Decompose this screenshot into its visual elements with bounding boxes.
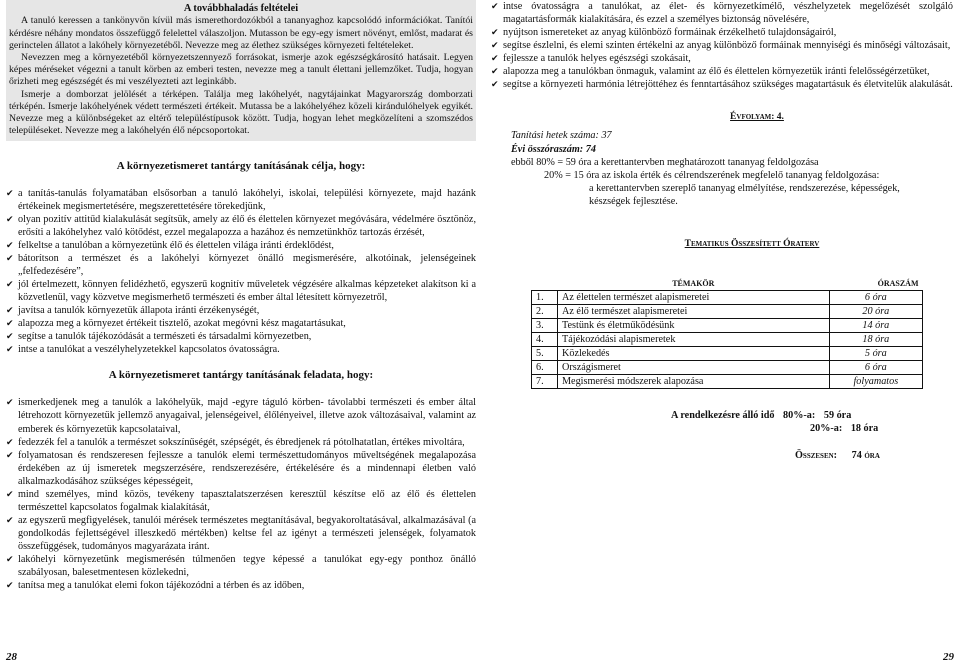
checkmark-icon: ✔ [6,252,14,263]
page-number-left: 28 [6,650,17,663]
checkmark-icon: ✔ [491,40,499,51]
row-number: 4. [532,333,558,347]
goal-item-text: segítse a tanulók tájékozódását a természeti és társadalmi környezetben, [18,331,312,343]
goal-item-text: a tanítás-tanulás folyamatában elsősorban a tanuló lakóhelyi, iskolai, települési környezete, majd hazánk értékeinek megismertetésére, megszerettetésére törekedjünk, [18,187,476,212]
checkmark-icon: ✔ [491,79,499,90]
goal-item-text: alapozza meg a környezet értékeit tisztelő, azokat megóvni kész magatartásukat, [18,318,346,330]
row-topic: Tájékozódási alapismeretek [558,333,830,347]
checkmark-icon: ✔ [6,213,14,224]
checkmark-icon: ✔ [6,318,14,329]
checkmark-icon: ✔ [491,27,499,38]
checkmark-icon: ✔ [6,305,14,316]
row-number: 7. [532,375,558,389]
task-item [491,65,953,78]
task-item [6,436,476,449]
table-row [532,333,923,347]
row-number: 1. [532,290,558,304]
task-item [6,488,476,514]
task-item-text: folyamatosan és rendszeresen fejlessze a tanulók elemi természettudományos műveltségének megalapozása érdekében az új ismeretek megszerzésére, rendszerezésére, értékelésére és a mindennapi életben való alkalmazkodásához szükséges képességeit, [18,449,476,487]
checkmark-icon: ✔ [491,53,499,64]
row-hours: 6 óra [829,290,922,304]
task-item-text: mind személyes, mind közös, tevékeny tapasztalatszerzésen keresztül készítse elő az élő és élettelen természettel kapcsolatos fogalmak kialakítását, [18,488,476,513]
checkmark-icon: ✔ [6,449,14,460]
progression-box [6,0,476,141]
task-item [6,396,476,435]
checkmark-icon: ✔ [6,436,14,447]
split-80: 80% = 59 óra a kerettantervben meghatározott tananyag feldolgozása [536,156,819,168]
checkmark-icon: ✔ [491,1,499,11]
task-item-text: segítse a környezeti harmónia létrejöttéhez és fenntartásához szükséges magatartásuk és életvitelük alakulását. [503,79,953,91]
goal-item [6,343,476,356]
row-topic: Az élettelen természet alapismeretei [558,290,830,304]
task-item [6,553,476,579]
goals-list [6,187,476,357]
annual-hours: Évi összóraszám: 74 [511,143,596,155]
task-item [6,579,476,592]
tasks-continued-list [491,0,953,91]
progression-paragraph: A tanuló keressen a tankönyvön kívül más ismerethordozókból a tananyaghoz kapcsolódó információkat. Tanítói kérdésre néhány mondatos összefüggő felelettel válaszoljon. Mutasson be egy-egy ismert növényt, emlőst, madarat és gerinctelen állatot a lakóhely környezetéből. Nevezze meg az élethez szükséges környezeti feltételeket. [9,15,473,51]
table-row [532,347,923,361]
checkmark-icon: ✔ [6,239,14,250]
checkmark-icon: ✔ [491,66,499,77]
row-topic: Országismeret [558,361,830,375]
task-item [491,26,953,39]
progression-title: A továbbhaladás feltételei [183,3,299,14]
row-topic: Megismerési módszerek alapozása [558,375,830,389]
available-label: A rendelkezésre álló idő [671,410,775,422]
task-item [491,0,953,26]
right-page [491,0,953,462]
row-hours: 14 óra [829,319,922,333]
col-hours-header: ÓRASZÁM [877,278,919,288]
row-hours: 18 óra [829,333,922,347]
task-item [491,78,953,91]
checkmark-icon: ✔ [6,331,14,342]
tasks-title: A környezetismeret tantárgy tanításának feladata, hogy: [108,369,374,382]
task-item-text: fedezzék fel a tanulók a természet sokszínűségét, szépségét, és ébredjenek rá pótolhatatlan, értékes mivoltára, [18,436,465,448]
goal-item [6,330,476,343]
progression-paragraph: Ismerje a domborzat jelölését a térképen. Találja meg lakóhelyét, nagytájainkat Magyarország domborzati térképén. Ismerje lakóhelyének védett természeti értékeit. Mutassa be a lakóhelyéhez közeli kirándulóhelyek egyikét. Nevezze meg a különbségeket az eltérő településtípusok között. Tudja, hogyan lehet megközelíteni a szomszédos településeket. Nevezze meg a lakóhelyén élő népcsoportokat. [9,88,473,137]
checkmark-icon: ✔ [6,187,14,198]
goal-item-text: intse a tanulókat a veszélyhelyzetekkel kapcsolatos óvatosságra. [18,344,280,356]
split-20-detail: a kerettantervben szereplő tananyag elmélyítése, rendszerezése, képességek, készségek fejlesztése. [589,182,900,207]
row-topic: Testünk és életműködésünk [558,319,830,333]
split-prefix: ebből [511,156,534,168]
goal-item-text: javítsa a tanulók környezetük állapota iránti érzékenységét, [18,305,260,317]
task-item-text: segítse észlelni, és elemi szinten értékelni az anyag különböző formáinak mennyiségi és minőségi változásait, [503,40,951,52]
checkmark-icon: ✔ [6,488,14,499]
row-hours: 20 óra [829,304,922,318]
task-item-text: alapozza meg a tanulókban önmaguk, valamint az élő és élettelen környezetük iránti felelősségérzetüket, [503,66,930,78]
table-row [532,375,923,389]
checkmark-icon: ✔ [6,344,14,355]
left-page [6,0,476,592]
row-number: 6. [532,361,558,375]
task-item-text: ismerkedjenek meg a tanulók a lakóhelyük, majd -egyre táguló körben- távolabbi természeti és ember által létrehozott környezetük jellemző anyagaival, jelenségeivel, élőlényeivel, illetve azok változásaival, valamint az emberek és környezetük kapcsolataival, [18,397,476,435]
available-80-label: 80%-a: [783,410,816,422]
task-item-text: intse óvatosságra a tanulókat, az élet- és környezetkímélő, vészhelyzetek megelőzését szolgáló magatartásformák kialakítására, és ezzel a személyes biztonság növelésére, [503,1,953,26]
table-row [532,319,923,333]
task-item-text: fejlessze a tanulók helyes egészségi szokásait, [503,53,691,65]
goal-item [6,278,476,304]
task-item-text: nyújtson ismereteket az anyag különböző formáinak érzékelhető tulajdonságairól, [503,27,837,39]
goal-item-text: felkeltse a tanulóban a környezetünk élő és élettelen világa iránti érdeklődést, [18,239,334,251]
table-row [532,304,923,318]
task-item-text: lakóhelyi környezetünk megismerésén túlmenően tegye képessé a tanulókat egy-egy ponthoz önálló szabályosan, balesetmentesen közlekedni, [18,553,476,579]
available-80-value: 59 óra [823,410,852,422]
row-topic: Közlekedés [558,347,830,361]
available-20 [810,422,953,435]
row-hours: 6 óra [829,361,922,375]
table-row [532,361,923,375]
task-item [491,52,953,65]
goal-item-text: bátorítson a természet és a lakóhelyi környezet önálló megismerésére, alkotóinak, jelenségeinek „felfedezésére”, [18,252,476,278]
task-item [6,514,476,553]
goal-item [6,252,476,278]
total-hours [795,449,953,462]
checkmark-icon: ✔ [6,514,14,525]
available-20-label: 20%-a: [810,423,843,435]
progression-paragraph: Nevezzen meg a környezetéből környezetszennyező forrásokat, ismerje azok egészségkárosító hatásait. Legyen képes méréseket végezni a tanult körben az emberi testen, nevezze meg a tanult élettani jellemzőket. Tudja, hogyan őrizheti meg egészségét és mi veszélyezteti azt leginkább. [9,52,473,88]
goal-item-text: jól értelmezett, könnyen felidézhető, egyszerű kognitív műveletek végzésére alkalmas képzeteket alakítson ki a közvetlenül, vagy közvetve megismerhető természeti és ember által létesített környezetről, [18,279,476,304]
goal-item [6,317,476,330]
grade-heading: Évfolyam: 4. [730,112,784,123]
goal-item [6,213,476,239]
hours-table [531,278,923,389]
checkmark-icon: ✔ [6,580,14,591]
row-topic: Az élő természet alapismeretei [558,304,830,318]
checkmark-icon: ✔ [6,553,14,564]
task-item [491,39,953,52]
goals-title: A környezetismeret tantárgy tanításának célja, hogy: [116,159,366,172]
goal-item [6,304,476,317]
available-20-value: 18 óra [850,423,879,435]
plan-heading: Tematikus Összesített Óraterv [684,238,820,249]
total-label: Összesen: [795,450,838,462]
row-hours: folyamatos [829,375,922,389]
goal-item [6,239,476,252]
page-number-right: 29 [943,650,954,663]
checkmark-icon: ✔ [6,279,14,290]
task-item-text: tanítsa meg a tanulókat elemi fokon tájékozódni a térben és az időben, [18,580,305,592]
task-item-text: az egyszerű megfigyelések, tanulói mérések természetes megtanításával, begyakoroltatásával, alkalmazásával (a gondolkodás fejlettségével illeszkedő mértékben) keltse fel az igényt a természeti jelenségek, folyamatok összefüggések, tudományos magyarázata iránt. [18,514,476,552]
checkmark-icon: ✔ [6,397,14,408]
split-20: 20% = 15 óra az iskola érték és célrendszerének megfelelő tananyag feldolgozása: [544,169,880,181]
row-hours: 5 óra [829,347,922,361]
tasks-list [6,396,476,592]
goal-item [6,187,476,213]
table-row [532,290,923,304]
row-number: 3. [532,319,558,333]
weeks-count: Tanítási hetek száma: 37 [511,130,612,142]
split-line-1 [511,156,953,169]
task-item [6,449,476,488]
row-number: 2. [532,304,558,318]
available-time [671,409,953,422]
goal-item-text: olyan pozitív attitűd kialakulását segítsük, amely az élő és élettelen környezet megóvására, védelmére ösztönöz, erősíti a lakóhelyhez való kötődést, ezzel megalapozza a hazához és nemzetünkhöz tartozás érzését, [18,213,476,238]
total-value: 74 óra [851,450,880,462]
row-number: 5. [532,347,558,361]
col-topic-header: TÉMAKÖR [672,278,715,288]
